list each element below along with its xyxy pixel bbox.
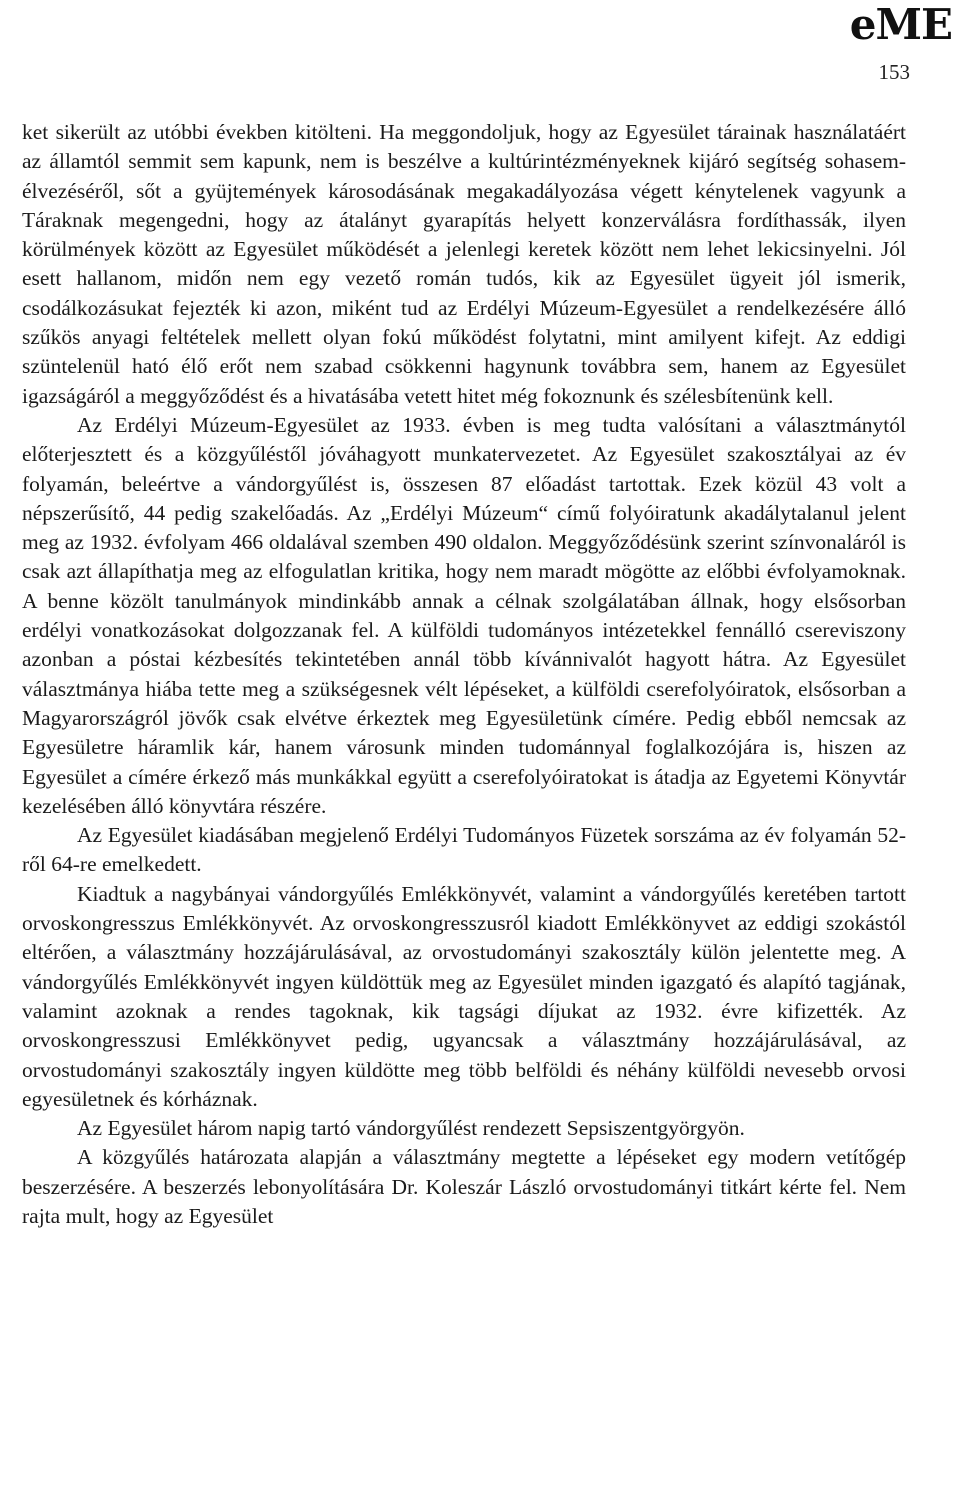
paragraph-travel-assembly: Az Egyesület három napig tartó vándorgyűlést rendezett Sepsiszentgyörgyön. — [77, 1116, 745, 1141]
paragraph-publications: Az Egyesület kiadásában megjelenő Erdélyi Tudományos Füzetek sorszáma az év folyamán 52-ről 64-re emelkedett. — [22, 823, 906, 877]
paragraph-work-plan: Az Erdélyi Múzeum-Egyesület az 1933. évben is meg tudta valósítani a választmánytól előterjesztett és a közgyűléstől jóváhagyott munkatervezetet. Az Egyesület szakosztályai az év folyamán, beleértve a vándorgyűlést is, összesen 87 előadást tartottak. Ezek közül 43 volt a népszerűsítő, 44 pedig szakelőadás. Az „Erdélyi Múzeum“ című folyóiratunk akadálytalanul jelent meg az 1932. évfolyam 466 oldalával szemben 490 oldalon. Meggyőződésünk szerint színvonaláról is csak azt állapíthatja meg az elfogulatlan kritika, hogy nem maradt mögötte az előbbi évfolyamoknak. A benne közölt tanulmányok mindinkább annak a célnak szolgálatában állnak, hogy elsősorban erdélyi vonatkozásokat dolgozzanak fel. A külföldi tudományos intézetekkel fennálló csereviszony azonban a póstai kézbesítés tekintetében annál több kívánnivalót hagyott hátra. Az Egyesület választmánya hiába tette meg a szükségesnek vélt lépéseket, a külföldi cserefolyóiratok, elsősorban a Magyarországról jövők csak elvétve érkeztek meg Egyesületünk címére. Pedig ebből nemcsak az Egyesületre háramlik kár, hanem városunk minden tudománnyal foglalkozójára is, hiszen az Egyesület a címére érkező más munkákkal együtt a cserefolyóiratokat is átadja az Egyetemi Könyvtár kezelésében álló könyvtára részére. — [22, 412, 906, 818]
body-text — [22, 118, 906, 1231]
paragraph-projector: A közgyűlés határozata alapján a választmány megtette a lépéseket egy modern vetítőgép beszerzésére. A beszerzés lebonyolítására Dr. Koleszár László orvostudományi titkárt kérte fel. Nem rajta mult, hogy az Egyesület — [22, 1145, 906, 1228]
paragraph-memorial-books: Kiadtuk a nagybányai vándorgyűlés Emlékkönyvét, valamint a vándorgyűlés keretében tartott orvoskongresszus Emlékkönyvét. Az orvoskongresszusról kiadott Emlékkönyvet az eddigi szokástól eltérően, a választmány hozzájárulásával, az orvostudományi szakosztály külön jelentette meg. A vándorgyűlés Emlékkönyvét ingyen küldöttük meg az Egyesület minden igazgató és alapító tagjának, valamint azoknak a rendes tagoknak, kik tagsági díjukat az 1932. évre kifizették. Az orvoskongresszusi Emlékkönyvet pedig, ugyancsak a választmány hozzájárulásával, az orvostudományi szakosztály ingyen küldötte meg több belföldi és néhány külföldi nevesebb orvosi egyesületnek és kórháznak. — [22, 881, 906, 1111]
journal-logo: eME — [849, 0, 952, 49]
page-number: 153 — [878, 60, 910, 84]
paragraph-continuation: ket sikerült az utóbbi években kitölteni. Ha meggondoljuk, hogy az Egyesület tárainak használatáért az államtól semmit sem kapunk, nem is beszélve a kultúrintézményeknek kijáró segítség sohasem-élvezéséről, sőt a gyüjtemények károsodásának megakadályozása végett kénytelenek vagyunk a Táraknak megengedni, hogy az átalányt gyarapítás helyett konzerválásra fordíthassák, ilyen körülmények között az Egyesület működését a jelenlegi keretek között nem lehet lekicsinyelni. Jól esett hallanom, midőn nem egy vezető román tudós, kik az Egyesület ügyeit jól ismerik, csodálkozásukat fejezték ki azon, miként tud az Erdélyi Múzeum-Egyesület a rendelkezésére álló szűkös anyagi feltételek mellett olyan fokú működést folytatni, mint amilyent kifejt. Az eddigi szüntelenül ható élő erőt nem szabad csökkenni hagynunk továbbra sem, hanem az Egyesület igazságáról a meggyőződést és a hivatásába vetett hitet még fokoznunk és szélesbítenünk kell. — [22, 120, 906, 408]
